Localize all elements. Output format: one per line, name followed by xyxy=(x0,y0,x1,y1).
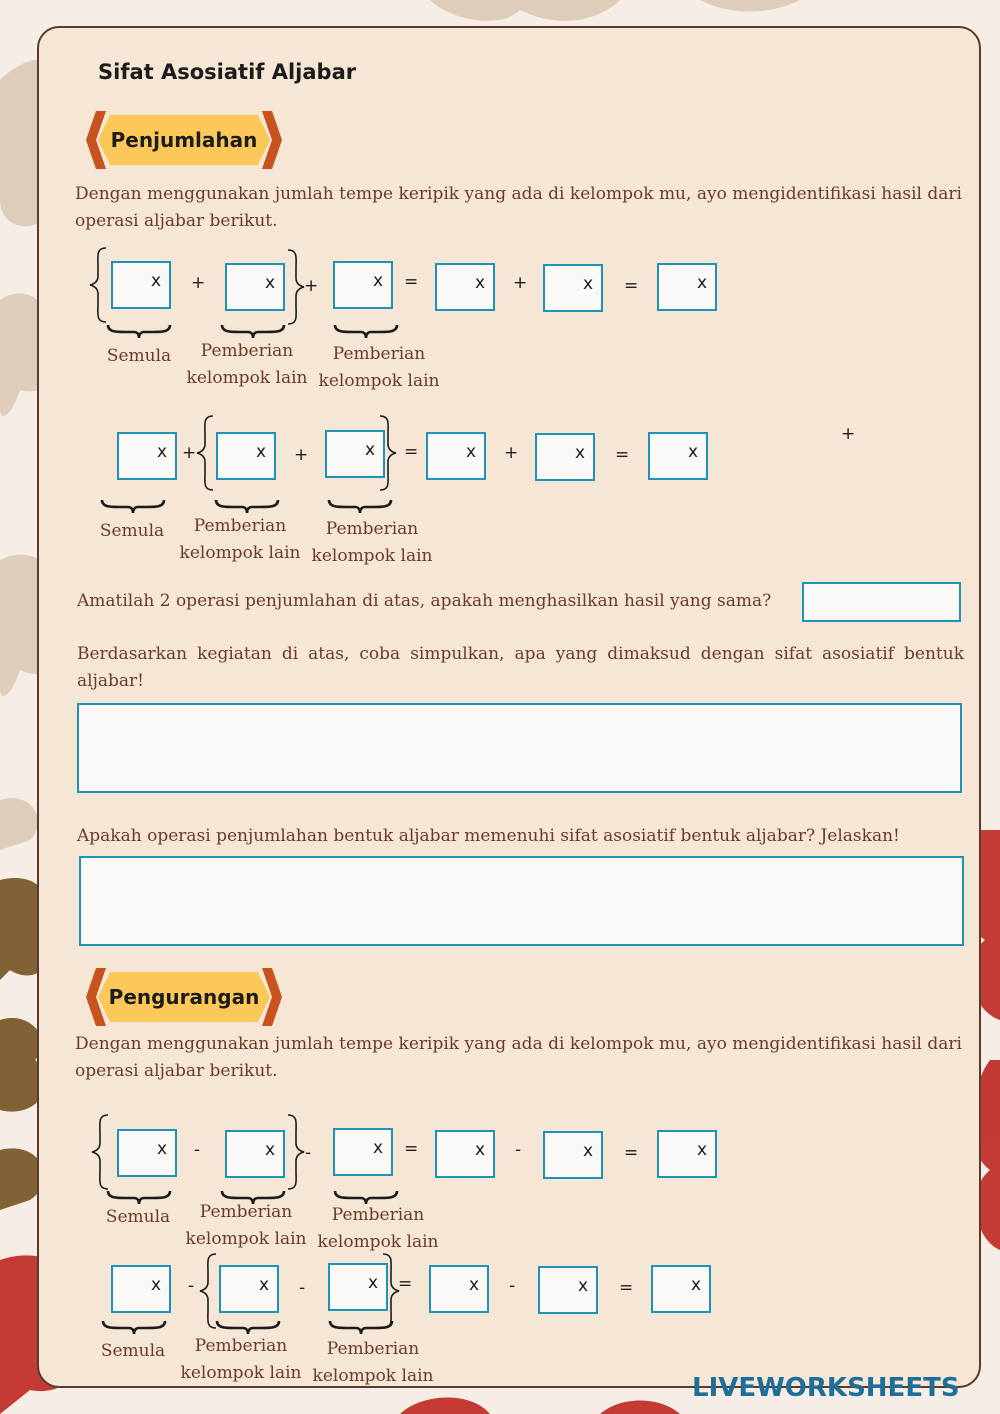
answer-box[interactable]: x xyxy=(111,261,171,309)
conclusion-answer-field[interactable] xyxy=(77,703,962,793)
answer-box[interactable]: x xyxy=(216,432,276,480)
label-pemberian: Pemberian kelompok lain xyxy=(179,516,301,563)
answer-box[interactable]: x xyxy=(543,1131,603,1179)
label-semula: Semula xyxy=(100,1341,166,1361)
label-pemberian: Pemberian kelompok lain xyxy=(186,341,308,388)
addition-instruction: Dengan menggunakan jumlah tempe keripik yang ada di kelompok mu, ayo mengidentifikasi hasil dari operasi aljabar berikut. xyxy=(75,184,962,231)
label-pemberian: Pemberian kelompok lain xyxy=(312,1339,434,1386)
minus-operator: - xyxy=(188,1276,195,1296)
answer-box[interactable]: x xyxy=(429,1265,489,1313)
banner-label: Penjumlahan xyxy=(110,128,258,152)
answer-box[interactable]: x xyxy=(225,263,285,311)
minus-operator: - xyxy=(515,1140,522,1160)
answer-box[interactable]: x xyxy=(538,1266,598,1314)
plus-operator: + xyxy=(182,443,197,463)
answer-box[interactable]: x xyxy=(328,1263,388,1311)
label-pemberian: Pemberian kelompok lain xyxy=(180,1336,302,1383)
label-pemberian: Pemberian kelompok lain xyxy=(311,519,433,566)
label-semula: Semula xyxy=(105,1207,171,1227)
equals-sign: = xyxy=(404,1139,419,1159)
question-explain: Apakah operasi penjumlahan bentuk aljabar memenuhi sifat asosiatif bentuk aljabar? Jelaskan! xyxy=(77,826,900,846)
equals-sign: = xyxy=(404,272,419,292)
answer-box[interactable]: x xyxy=(426,432,486,480)
answer-box[interactable]: x xyxy=(117,1129,177,1177)
question-same-result: Amatilah 2 operasi penjumlahan di atas, apakah menghasilkan hasil yang sama? xyxy=(77,591,772,611)
equals-sign: = xyxy=(398,1274,413,1294)
answer-box[interactable]: x xyxy=(435,263,495,311)
label-semula: Semula xyxy=(106,346,172,366)
section-banner-subtraction xyxy=(74,968,294,1026)
answer-box[interactable]: x xyxy=(333,1128,393,1176)
underbrace-icon xyxy=(106,322,172,340)
section-banner-addition xyxy=(74,111,294,169)
answer-box[interactable]: x xyxy=(325,430,385,478)
underbrace-icon xyxy=(327,497,393,515)
answer-box[interactable]: x xyxy=(219,1265,279,1313)
minus-operator: - xyxy=(194,1140,201,1160)
answer-box[interactable]: x xyxy=(657,1130,717,1178)
label-semula: Semula xyxy=(99,521,165,541)
equals-sign: = xyxy=(404,442,419,462)
right-brace-icon xyxy=(376,414,400,492)
page-title: Sifat Asosiatif Aljabar xyxy=(98,60,357,84)
plus-operator: + xyxy=(513,273,528,293)
equals-sign: = xyxy=(619,1278,634,1298)
left-brace-icon xyxy=(88,246,112,324)
minus-operator: - xyxy=(305,1143,312,1163)
equals-sign: = xyxy=(624,276,639,296)
liveworksheets-watermark: LIVEWORKSHEETS xyxy=(692,1373,960,1403)
minus-operator: - xyxy=(299,1278,306,1298)
label-pemberian: Pemberian kelompok lain xyxy=(318,344,440,391)
underbrace-icon xyxy=(101,1318,167,1336)
left-brace-icon xyxy=(90,1113,114,1191)
equals-sign: = xyxy=(624,1143,639,1163)
plus-operator: + xyxy=(304,276,319,296)
subtraction-instruction: Dengan menggunakan jumlah tempe keripik yang ada di kelompok mu, ayo mengidentifikasi hasil dari operasi aljabar berikut. xyxy=(75,1034,962,1081)
answer-box[interactable]: x xyxy=(535,433,595,481)
plus-operator: + xyxy=(191,273,206,293)
stray-plus-symbol: + xyxy=(841,424,856,444)
answer-box[interactable]: x xyxy=(111,1265,171,1313)
answer-box[interactable]: x xyxy=(657,263,717,311)
answer-box[interactable]: x xyxy=(225,1130,285,1178)
label-pemberian: Pemberian kelompok lain xyxy=(317,1205,439,1252)
banner-label: Pengurangan xyxy=(108,985,260,1009)
answer-box[interactable]: x xyxy=(435,1130,495,1178)
underbrace-icon xyxy=(100,497,166,515)
label-pemberian: Pemberian kelompok lain xyxy=(185,1202,307,1249)
explain-answer-field[interactable] xyxy=(79,856,964,946)
answer-box[interactable]: x xyxy=(651,1265,711,1313)
question-conclusion: Berdasarkan kegiatan di atas, coba simpulkan, apa yang dimaksud dengan sifat asosiatif bentuk aljabar! xyxy=(77,644,964,691)
answer-box[interactable]: x xyxy=(117,432,177,480)
underbrace-icon xyxy=(328,1318,394,1336)
equals-sign: = xyxy=(615,445,630,465)
plus-operator: + xyxy=(504,443,519,463)
answer-box[interactable]: x xyxy=(333,261,393,309)
answer-box[interactable]: x xyxy=(648,432,708,480)
answer-box[interactable]: x xyxy=(543,264,603,312)
plus-operator: + xyxy=(294,445,309,465)
same-result-answer-field[interactable] xyxy=(802,582,961,622)
underbrace-icon xyxy=(333,322,399,340)
minus-operator: - xyxy=(509,1276,516,1296)
